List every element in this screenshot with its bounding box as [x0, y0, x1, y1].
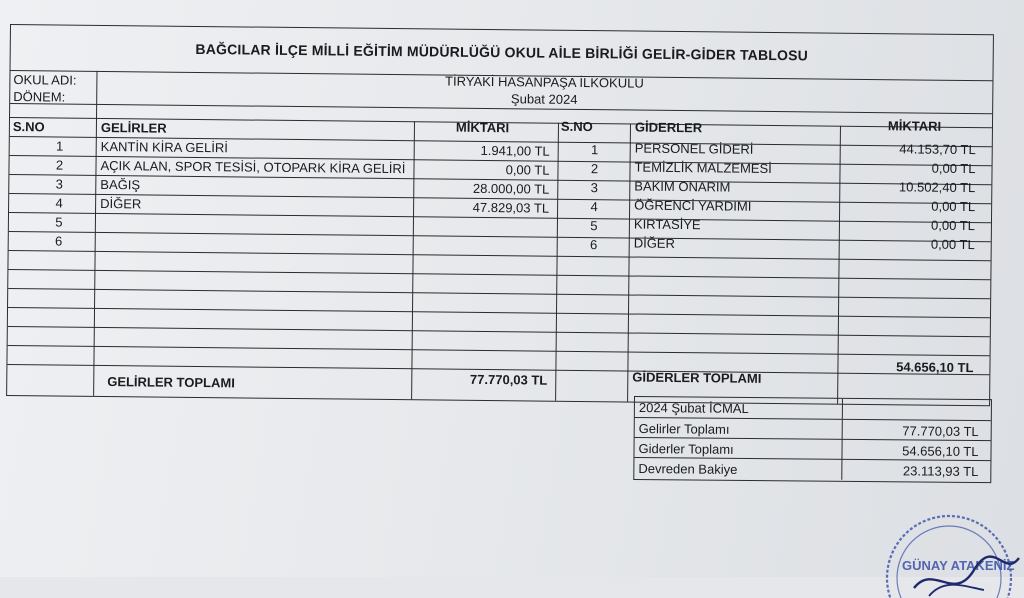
- expense-total-value: 54.656,10 TL: [896, 359, 974, 376]
- expense-row-name: KIRTASİYE: [633, 216, 701, 233]
- summary-row-value: 23.113,93 TL: [902, 463, 979, 480]
- expense-row-no: 2: [590, 161, 599, 177]
- header-sno: S.NO: [12, 119, 45, 135]
- svg-text:GÜNAY ATAKENİZ: GÜNAY ATAKENİZ: [902, 558, 1015, 573]
- income-total-value: 77.770,03 TL: [469, 371, 548, 388]
- school-label: OKUL ADI:: [13, 72, 77, 88]
- income-row-amount: 47.829,03 TL: [472, 199, 550, 216]
- school-name: TİRYAKİ HASANPAŞA İLKOKULU: [445, 73, 644, 91]
- income-row-name: KANTİN KİRA GELİRİ: [100, 138, 228, 156]
- summary-title: 2024 Şubat İCMAL: [638, 400, 749, 417]
- expense-row-amount: 10.502,40 TL: [898, 179, 976, 196]
- expense-row-amount: 0,00 TL: [931, 198, 976, 215]
- period-label: DÖNEM:: [13, 89, 66, 105]
- expense-row-no: 6: [590, 237, 598, 253]
- expense-row-amount: 0,00 TL: [931, 217, 976, 234]
- expense-row-name: ÖĞRENCİ YARDIMI: [634, 197, 752, 214]
- expense-total-label: GİDERLER TOPLAMI: [632, 369, 762, 386]
- income-row-amount: 28.000,00 TL: [472, 180, 550, 197]
- income-expense-table: [6, 24, 994, 406]
- header-sno-expense: S.NO: [560, 118, 593, 135]
- summary-row-value: 54.656,10 TL: [902, 443, 979, 460]
- period-value: Şubat 2024: [510, 91, 578, 107]
- income-row-no: 4: [55, 195, 63, 211]
- summary-table: [633, 396, 992, 483]
- expense-row-amount: 0,00 TL: [931, 160, 976, 177]
- header-miktari-expense: MİKTARI: [887, 118, 942, 134]
- header-miktari-income: MİKTARI: [455, 119, 510, 136]
- expense-row-name: PERSONEL GİDERİ: [634, 140, 754, 157]
- official-stamp: [874, 508, 1024, 598]
- expense-row-no: 4: [590, 199, 598, 215]
- header-giderler: GİDERLER: [634, 119, 703, 136]
- income-row-amount: 1.941,00 TL: [480, 142, 550, 159]
- income-row-amount: 0,00 TL: [505, 162, 550, 178]
- income-row-no: 1: [56, 138, 64, 154]
- summary-row-label: Giderler Toplamı: [638, 441, 734, 457]
- summary-row-value: 77.770,03 TL: [902, 423, 979, 440]
- income-row-no: 3: [55, 176, 64, 192]
- expense-row-name: TEMİZLİK MALZEMESİ: [634, 159, 772, 176]
- summary-row-label: Devreden Bakiye: [638, 461, 738, 477]
- expense-row-no: 1: [591, 142, 599, 158]
- expense-row-amount: 44.153,70 TL: [899, 141, 976, 158]
- header-gelirler: GELİRLER: [100, 119, 167, 136]
- income-row-name: AÇIK ALAN, SPOR TESİSİ, OTOPARK KİRA GELİRİ: [100, 157, 406, 177]
- expense-row-name: BAKIM ONARIM: [634, 178, 731, 195]
- expense-row-no: 5: [590, 218, 598, 234]
- income-row-no: 5: [55, 214, 63, 230]
- summary-row-label: Gelirler Toplamı: [638, 421, 730, 437]
- income-row-no: 6: [55, 233, 63, 249]
- expense-row-no: 3: [590, 180, 599, 196]
- expense-row-amount: 0,00 TL: [930, 236, 975, 253]
- income-row-no: 2: [55, 157, 64, 173]
- document-title: BAĞCILAR İLÇE MİLLİ EĞİTİM MÜDÜRLÜĞÜ OKUL AİLE BİRLİĞİ GELİR-GİDER TABLOSU: [195, 40, 809, 64]
- income-row-name: DİĞER: [100, 195, 142, 212]
- income-row-name: BAĞIŞ: [100, 176, 141, 193]
- expense-row-name: DİĞER: [633, 235, 675, 251]
- income-total-label: GELİRLER TOPLAMI: [107, 374, 235, 391]
